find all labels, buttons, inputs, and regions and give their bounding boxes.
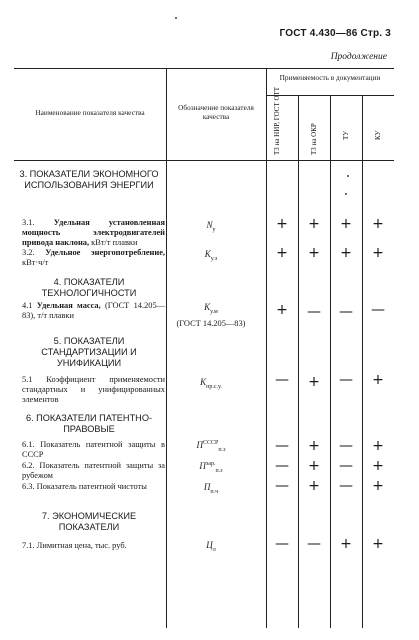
symbol-sub: п.з — [215, 467, 223, 474]
quality-symbol — [168, 249, 254, 265]
section-title: 7. ЭКОНОМИЧЕСКИЕ ПОКАЗАТЕЛИ — [41, 511, 137, 532]
row-text: Показатель патентной защиты в СССР — [22, 440, 165, 459]
col-name-header: Наименование показателя качества — [35, 108, 145, 117]
table-top-rule — [14, 68, 394, 69]
row-number: 3.1. — [22, 218, 35, 227]
symbol-sup: зар. — [205, 461, 216, 467]
row-number: 7.1. — [22, 541, 35, 550]
col-sep-2 — [266, 68, 267, 628]
quality-symbol — [168, 482, 254, 498]
mark: + — [372, 216, 384, 232]
table-row-label — [22, 541, 165, 551]
col-sub-header: КУ — [374, 130, 382, 140]
row-text: кВт·ч/т — [22, 258, 49, 267]
row-number: 6.1. — [22, 440, 35, 449]
table-row-label — [22, 482, 165, 492]
col-sub-header: ТЗ на НИР, ГОСТ ОТТ — [273, 86, 281, 155]
mark: + — [372, 438, 384, 454]
mark: — — [307, 304, 321, 320]
mark: + — [372, 372, 384, 388]
symbol-main: K — [204, 249, 211, 259]
mark: + — [308, 478, 320, 494]
section-title: 6. ПОКАЗАТЕЛИ ПАТЕНТНО-ПРАВОВЫЕ — [25, 413, 153, 434]
col-applicability-header: Применяемость в документации — [279, 73, 381, 82]
row-number: 4.1 — [22, 301, 33, 310]
mark: + — [340, 216, 352, 232]
mark: + — [308, 216, 320, 232]
mark: + — [308, 245, 320, 261]
quality-symbol — [168, 302, 254, 329]
mark: + — [372, 478, 384, 494]
symbol-sub: у.м — [210, 308, 218, 315]
table-row-label — [22, 375, 165, 405]
mark: — — [371, 302, 385, 318]
row-number: 6.3. — [22, 482, 35, 491]
col-symbol-header: Обозначение показателя качества — [178, 103, 254, 121]
mark: + — [372, 536, 384, 552]
row-number: 5.1 — [22, 375, 33, 384]
quality-symbol — [168, 459, 254, 477]
symbol-sub: п.ч — [210, 488, 219, 495]
table-row-label — [22, 301, 165, 321]
symbol-sub: п.з — [218, 446, 226, 453]
symbol-main: K — [204, 302, 211, 312]
scan-speck — [175, 17, 177, 19]
scan-speck — [347, 175, 349, 177]
mark: + — [308, 374, 320, 390]
table-row-label — [22, 461, 165, 481]
section-title: 3. ПОКАЗАТЕЛИ ЭКОНОМНОГО ИСПОЛЬЗОВАНИЯ ЭНЕРГИИ — [19, 169, 159, 190]
mark: + — [340, 536, 352, 552]
mark: + — [276, 216, 288, 232]
mark: — — [339, 458, 353, 474]
section-title: 5. ПОКАЗАТЕЛИ СТАНДАРТИЗАЦИИ И УНИФИКАЦИИ — [41, 336, 137, 368]
row-text: Коэффициент применяемости стандартных и унифицированных элементов — [22, 375, 166, 404]
row-bold-text: Удельная масса, — [36, 301, 101, 310]
mark: — — [339, 372, 353, 388]
mark: — — [339, 478, 353, 494]
continuation-label: Продолжение — [330, 52, 387, 62]
symbol-sub: у — [212, 226, 216, 233]
row-number: 6.2. — [22, 461, 35, 470]
symbol-sup: СССР — [203, 440, 219, 446]
mark: + — [340, 245, 352, 261]
row-text: кВт/т плавки — [89, 238, 138, 247]
symbol-main: K — [200, 377, 207, 387]
row-bold-text: Удельная установленная мощность электродвигателей привода наклона, — [22, 218, 165, 247]
symbol-main: П — [203, 482, 211, 492]
symbol-sub: пр.с.у. — [206, 383, 222, 390]
row-text: Показатель патентной защиты за рубежом — [22, 461, 165, 480]
mark: + — [308, 458, 320, 474]
mark: + — [372, 245, 384, 261]
page-header: ГОСТ 4.430—86 Стр. 3 — [279, 28, 391, 39]
table-row-label — [22, 218, 165, 248]
table-row-label — [22, 248, 165, 268]
col-sub-header: ТУ — [342, 130, 350, 140]
col-sep-4 — [330, 95, 331, 628]
quality-symbol — [168, 377, 254, 393]
symbol-sub: л — [212, 546, 216, 553]
mark: — — [275, 438, 289, 454]
symbol-main: Ц — [206, 540, 213, 550]
row-text: Показатель патентной чистоты — [36, 482, 147, 491]
mark: — — [339, 304, 353, 320]
table-head-rule — [14, 160, 394, 161]
row-text: (ГОСТ 14.205—83), т/т плавки — [22, 301, 166, 320]
mark: + — [276, 245, 288, 261]
col-sub-header: ТЗ на ОКР — [310, 123, 318, 155]
symbol-sub: у.э — [210, 255, 218, 262]
mark: — — [275, 536, 289, 552]
row-text: Лимитная цена, тыс. руб. — [36, 541, 127, 550]
mark: — — [275, 372, 289, 388]
quality-symbol — [168, 540, 254, 556]
mark: — — [275, 478, 289, 494]
col-sep-1 — [166, 68, 167, 628]
mark: — — [275, 458, 289, 474]
scan-speck — [345, 193, 347, 195]
table-row-label — [22, 440, 165, 460]
symbol-main: П — [199, 461, 206, 471]
section-title: 4. ПОКАЗАТЕЛИ ТЕХНОЛОГИЧНОСТИ — [41, 277, 137, 298]
mark: — — [307, 536, 321, 552]
mark: — — [339, 438, 353, 454]
symbol-main: П — [196, 440, 204, 450]
quality-symbol — [168, 438, 254, 456]
quality-symbol — [168, 220, 254, 236]
symbol-reference: (ГОСТ 14.205—83) — [176, 318, 246, 328]
col-sep-5 — [362, 95, 363, 628]
col-sep-3 — [298, 95, 299, 628]
mark: + — [276, 302, 288, 318]
symbol-main: N — [206, 220, 213, 230]
mark: + — [308, 438, 320, 454]
row-number: 3.2. — [22, 248, 35, 257]
mark: + — [372, 458, 384, 474]
row-bold-text: Удельное энергопотребление, — [45, 248, 166, 257]
